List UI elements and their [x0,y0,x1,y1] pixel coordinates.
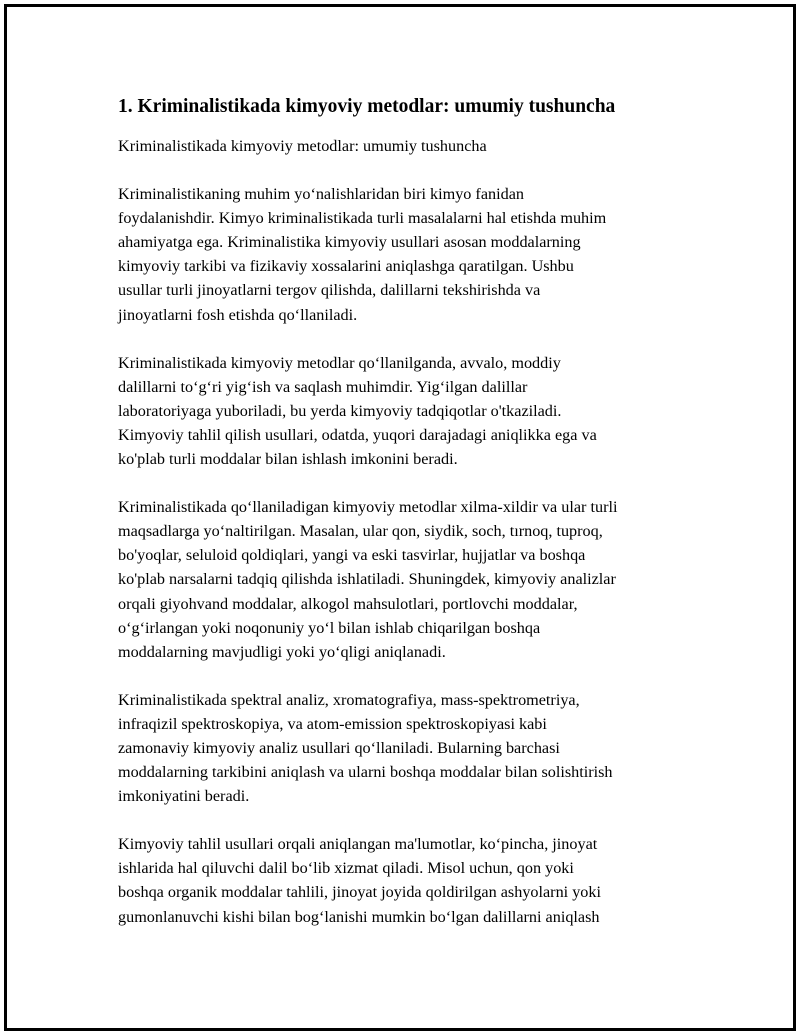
text-line: kimyoviy tarkibi va fizikaviy xossalarini aniqlashga qaratilgan. Ushbu [118,257,574,276]
text-line: gumonlanuvchi kishi bilan bog‘lanishi mumkin bo‘lgan dalillarni aniqlash [118,907,600,926]
text-line: orqali giyohvand moddalar, alkogol mahsulotlari, portlovchi moddalar, [118,594,578,613]
text-line: Kriminalistikada kimyoviy metodlar: umumiy tushuncha [118,137,487,155]
text-line: moddalarning mavjudligi yoki yo‘qligi aniqlanadi. [118,642,446,661]
text-line: foydalanishdir. Kimyo kriminalistikada turli masalalarni hal etishda muhim [118,209,607,228]
text-line: Kimyoviy tahlil usullari orqali aniqlangan ma'lumotlar, ko‘pincha, jinoyat [118,835,598,854]
paragraph-4 [118,688,688,808]
text-line: Kimyoviy tahlil qilish usullari, odatda, yuqori darajadagi aniqlikka ega va [118,425,597,444]
document-body [118,94,688,953]
paragraph-subtitle [118,134,688,158]
text-line: jinoyatlarni fosh etishda qo‘llaniladi. [118,305,358,324]
text-line: Kriminalistikada kimyoviy metodlar qo‘llanilganda, avvalo, moddiy [118,353,561,372]
text-line: Kriminalistikada qo‘llaniladigan kimyoviy metodlar xilma-xildir va ular turli [118,498,618,517]
paragraph-5 [118,832,688,928]
text-line: zamonaviy kimyoviy analiz usullari qo‘llaniladi. Bularning barchasi [118,738,560,757]
text-line: laboratoriyaga yuboriladi, bu yerda kimyoviy tadqiqotlar o'tkaziladi. [118,401,562,420]
text-line: Kriminalistikaning muhim yo‘nalishlaridan biri kimyo fanidan [118,185,524,204]
text-line: imkoniyatini beradi. [118,787,250,806]
text-line: boshqa organik moddalar tahlili, jinoyat joyida qoldirilgan ashyolarni yoki [118,883,601,902]
text-line: moddalarning tarkibini aniqlash va ularni boshqa moddalar bilan solishtirish [118,763,613,782]
text-line: bo'yoqlar, seluloid qoldiqlari, yangi va eski tasvirlar, hujjatlar va boshqa [118,546,586,565]
text-line: o‘g‘irlangan yoki noqonuniy yo‘l bilan ishlab chiqarilgan boshqa [118,618,541,637]
text-line: ko'plab turli moddalar bilan ishlash imkonini beradi. [118,450,458,469]
paragraph-3 [118,495,688,664]
text-line: usullar turli jinoyatlarni tergov qilishda, dalillarni tekshirishda va [118,281,541,300]
text-line: maqsadlarga yo‘naltirilgan. Masalan, ular qon, siydik, soch, tırnoq, tuproq, [118,522,603,541]
page-title: 1. Kriminalistikada kimyoviy metodlar: umumiy tushuncha [118,96,616,117]
text-line: Kriminalistikada spektral analiz, xromatografiya, mass-spektrometriya, [118,690,580,709]
text-line: ko'plab narsalarni tadqiq qilishda ishlatiladi. Shuningdek, kimyoviy analizlar [118,570,616,589]
paragraph-1 [118,182,688,327]
text-line: dalillarni to‘g‘ri yig‘ish va saqlash muhimdir. Yig‘ilgan dalillar [118,377,528,396]
text-line: ahamiyatga ega. Kriminalistika kimyoviy usullari asosan moddalarning [118,233,581,252]
paragraph-2 [118,351,688,471]
text-line: infraqizil spektroskopiya, va atom-emission spektroskopiyasi kabi [118,714,547,733]
text-line: ishlarida hal qiluvchi dalil bo‘lib xizmat qiladi. Misol uchun, qon yoki [118,859,574,878]
